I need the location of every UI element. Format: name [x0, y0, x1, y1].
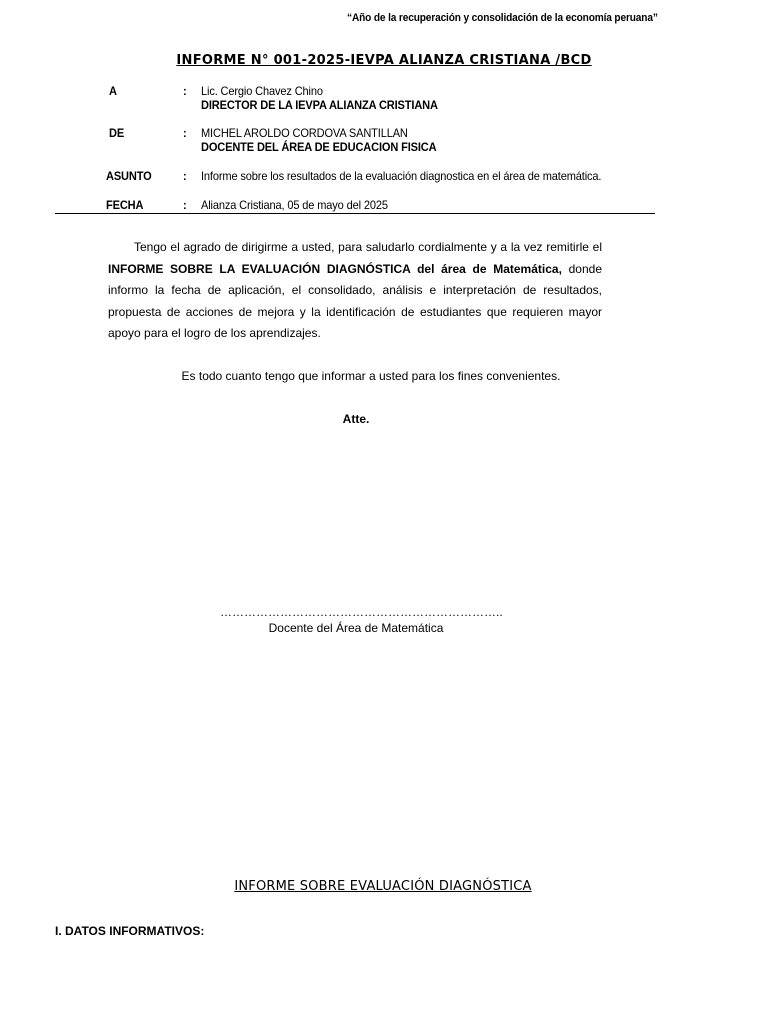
section-heading-datos: I. DATOS INFORMATIVOS:	[55, 924, 205, 938]
date-label: FECHA	[106, 198, 144, 212]
date-colon: :	[183, 198, 187, 212]
to-name: Lic. Cergio Chavez Chino	[201, 84, 323, 98]
subject-label: ASUNTO	[106, 169, 152, 183]
header-divider	[55, 213, 655, 214]
year-motto: “Año de la recuperación y consolidación de la economía peruana”	[347, 12, 658, 24]
paragraph-end: donde informo la fecha de aplicación, el consolidado, análisis e interpretación de resultados, propuesta de acciones de mejora y la identificación de estudiantes que requieren mayor apoyo para el logro de los aprendizajes.	[108, 261, 602, 341]
to-label: A	[109, 84, 117, 98]
from-name: MICHEL AROLDO CORDOVA SANTILLAN	[201, 126, 408, 140]
subject-value: Informe sobre los resultados de la evaluación diagnostica en el área de matemática.	[201, 169, 602, 183]
date-value: Alianza Cristiana, 05 de mayo del 2025	[201, 198, 388, 212]
body-paragraph	[108, 237, 602, 345]
section-title: INFORME SOBRE EVALUACIÓN DIAGNÓSTICA	[234, 879, 532, 894]
report-title: INFORME N° 001-2025-IEVPA ALIANZA CRISTIANA /BCD	[176, 53, 592, 68]
paragraph-start: Tengo el agrado de dirigirme a usted, para saludarlo cordialmente y a la vez remitirle el	[134, 240, 602, 254]
closing-line: Es todo cuanto tengo que informar a usted para los fines convenientes.	[181, 369, 561, 383]
from-label: DE	[109, 126, 125, 140]
to-role: DIRECTOR DE LA IEVPA ALIANZA CRISTIANA	[201, 98, 438, 112]
subject-colon: :	[183, 169, 187, 183]
atte: Atte.	[342, 412, 370, 426]
from-colon: :	[183, 126, 187, 140]
paragraph-bold: INFORME SOBRE LA EVALUACIÓN DIAGNÓSTICA del área de Matemática,	[108, 261, 562, 276]
to-colon: :	[183, 84, 187, 98]
signature-role: Docente del Área de Matemática	[268, 621, 444, 635]
signature-line: ……………………………………………………………..	[220, 605, 503, 619]
from-role: DOCENTE DEL ÁREA DE EDUCACION FISICA	[201, 140, 437, 154]
